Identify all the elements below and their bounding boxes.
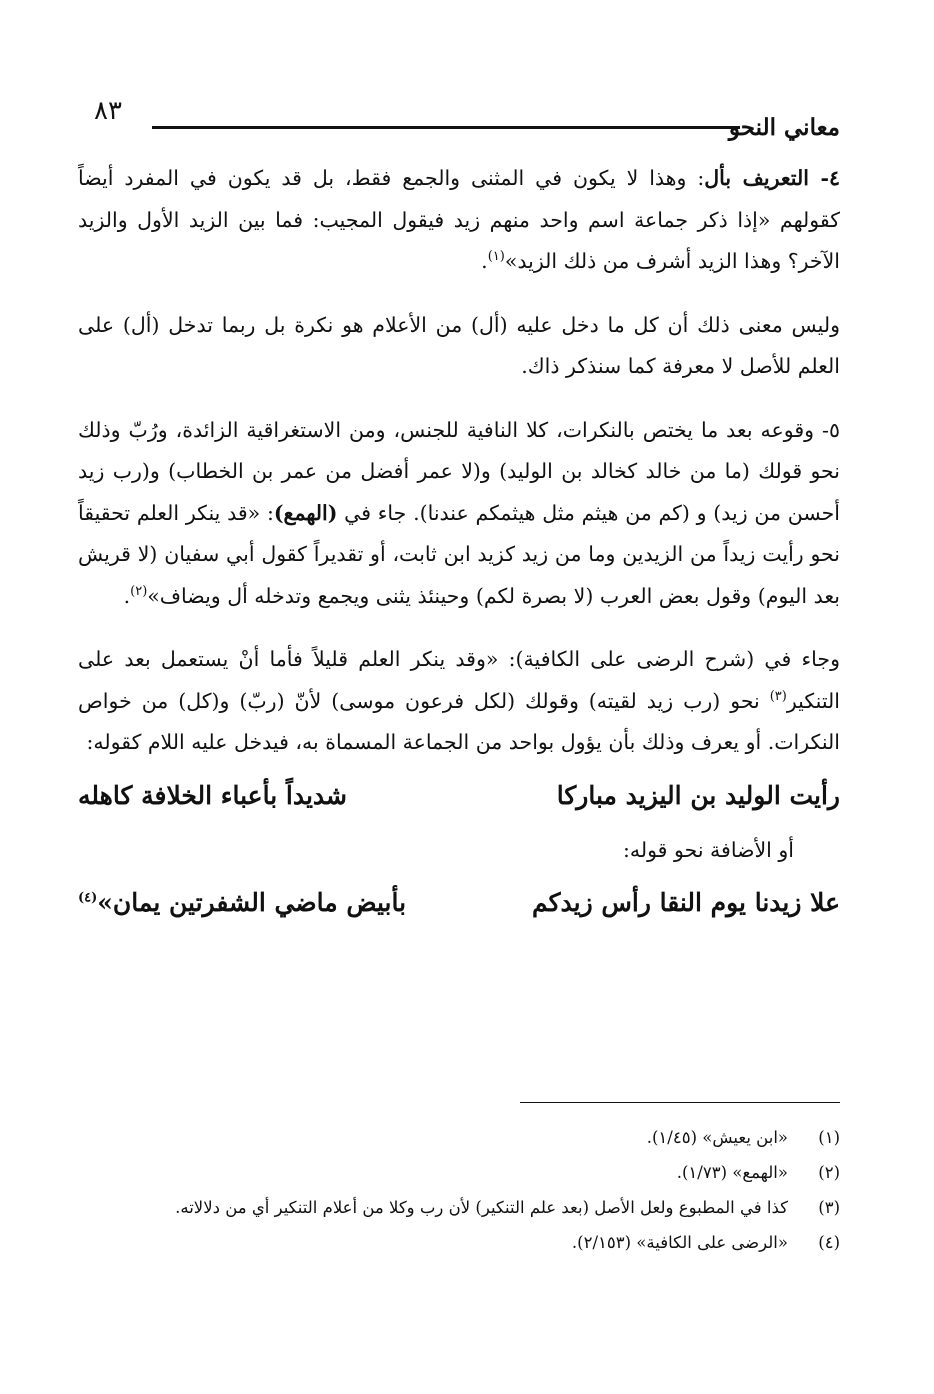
footnote <box>78 1190 840 1225</box>
running-title: معاني النحو <box>728 114 840 141</box>
footnote-number: (١) <box>818 1128 840 1147</box>
footnote <box>78 1155 840 1190</box>
footnote-ref: (١) <box>487 249 505 265</box>
paragraph-text: ٥- وقوعه بعد ما يختص بالنكرات، كلا النافية للجنس، ومن الاستغراقية الزائدة، ورُبّ وذلك نحو قولك (ما من خالد كخالد بن الوليد) و(لا عمر أفضل من عمر بن الخطاب) و(رب زيد أحسن من زيد) و (كم من هيثم مثل هيثمكم عندنا). جاء في <box>78 417 840 525</box>
cited-source: (الهمع) <box>273 500 338 525</box>
main-text <box>78 158 840 937</box>
paragraph-indefinite-particles <box>78 410 840 618</box>
footnote-text: كذا في المطبوع ولعل الأصل (بعد علم التنكير) لأن رب وكلا من أعلام التنكير أي من دلالاته. <box>175 1198 788 1217</box>
paragraph-text: وجاء في (شرح الرضى على الكافية): «وقد ينكر العلم قليلاً فأما أنْ يستعمل بعد على التنكير <box>78 647 840 713</box>
footnote-number: (٣) <box>818 1198 840 1217</box>
verse-intro: أو الأضافة نحو قوله: <box>622 837 794 862</box>
footnote-ref: (٤) <box>78 890 98 906</box>
paragraph-text: نحو (رب زيد لقيته) وقولك (لكل فرعون موسى) لأنّ (ربّ) و(كل) من خواص النكرات. أو يعرف وذلك بأن يؤول بواحد من الجماعة المسماة به، فيدخل عليه اللام كقوله: <box>78 688 840 754</box>
page-header <box>80 96 840 156</box>
verse-first-hemistich: رأيت الوليد بن اليزيد مباركا <box>556 780 840 810</box>
footnotes <box>78 1120 840 1260</box>
verse-second-hemistich: شديداً بأعباء الخلافة كاهله <box>78 780 347 810</box>
header-rule <box>152 126 740 129</box>
footnote-ref: (٢) <box>130 583 148 599</box>
footnote-number: (٤) <box>818 1233 840 1252</box>
footnote <box>78 1120 840 1155</box>
poetry-verse <box>78 770 840 822</box>
paragraph-text: : وهذا لا يكون في المثنى والجمع فقط، بل قد يكون في المفرد أيضاً كقولهم «إذا ذكر جماعة اسم واحد منهم زيد فيقول المجيب: فما بين الزيد الأول والزيد الآخر؟ وهذا الزيد أشرف من ذلك الزيد» <box>78 166 840 273</box>
paragraph-radi-commentary <box>78 639 840 764</box>
footnote-rule <box>520 1102 840 1103</box>
footnote-ref: (٣) <box>769 688 787 704</box>
verse-first-hemistich: علا زيدنا يوم النقا رأس زيدكم <box>531 888 840 917</box>
paragraph-end: . <box>123 583 131 608</box>
paragraph-proper-noun: وليس معنى ذلك أن كل ما دخل عليه (أل) من الأعلام هو نكرة بل ربما تدخل (أل) على العلم للأصل لا معرفة كما سنذكر ذاك. <box>78 312 840 378</box>
footnote-text: «الهمع» (١/٧٣). <box>676 1163 788 1182</box>
poetry-verse <box>78 877 840 929</box>
footnote <box>78 1225 840 1260</box>
footnote-number: (٢) <box>818 1163 840 1182</box>
hemistich-text: بأبيض ماضي الشفرتين يمان» <box>97 888 407 917</box>
paragraph-end: . <box>481 249 488 273</box>
page-number: ٨٣ <box>94 96 122 126</box>
footnote-text: «ابن يعيش» (١/٤٥). <box>646 1128 788 1147</box>
paragraph-definite-article <box>78 158 840 283</box>
paragraph-text: : «قد ينكر العلم تحقيقاً نحو رأيت زيداً من الزيدين وما من زيد كزيد ابن ثابت، أو تقديراً كقول أبي سفيان (لا قريش بعد اليوم) وقول بعض العرب (لا بصرة لكم) وحينئذ يثنى ويجمع وتدخله أل ويضاف» <box>78 500 840 608</box>
footnote-text: «الرضى على الكافية» (٢/١٥٣). <box>571 1233 788 1252</box>
verse-second-hemistich <box>78 877 406 929</box>
paragraph-heading: ٤- التعريف بأل <box>704 166 840 190</box>
